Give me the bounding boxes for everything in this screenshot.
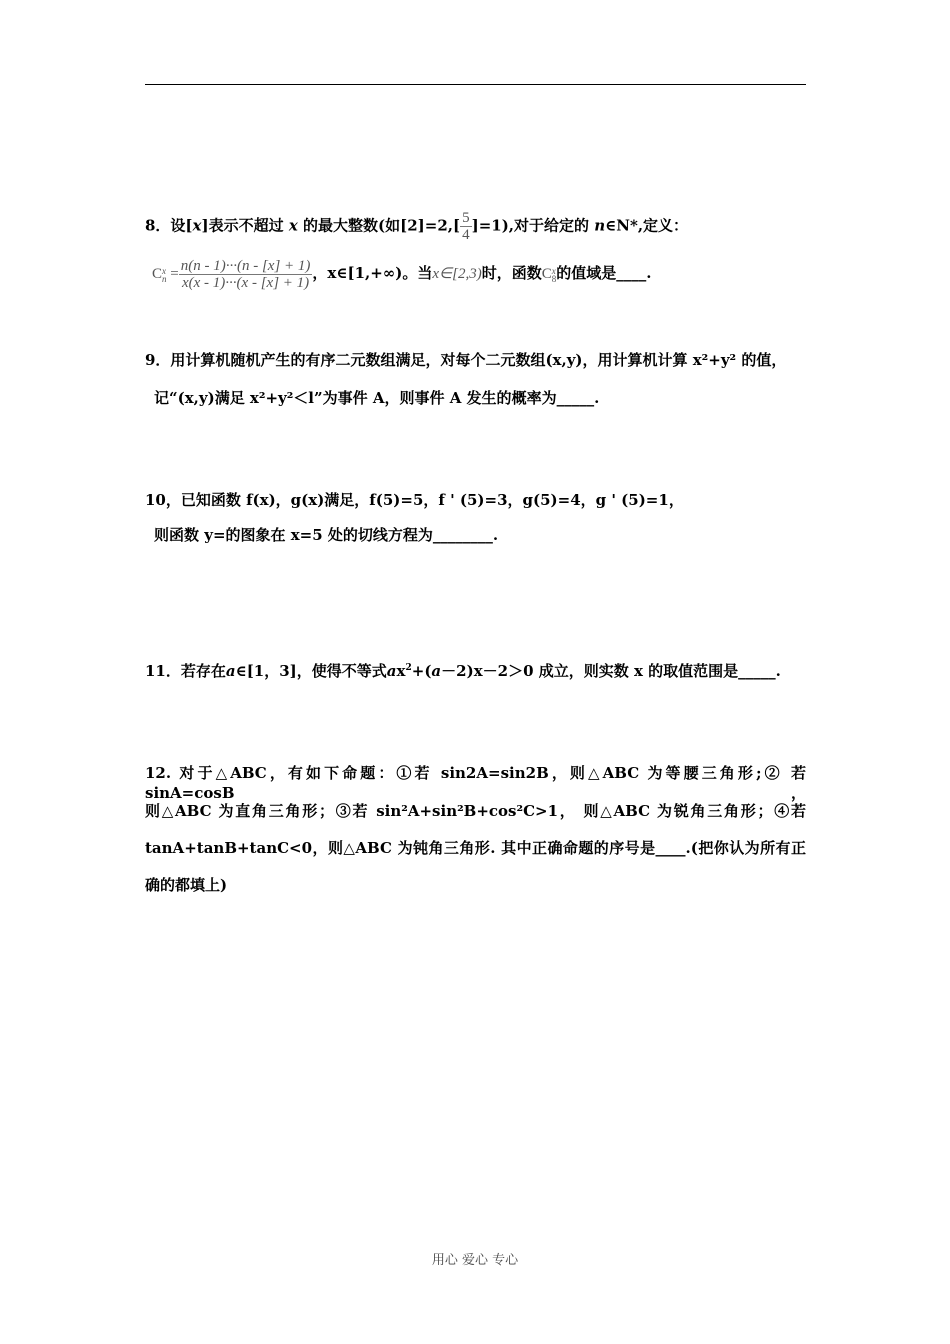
interval-expression: x∈[2,3) xyxy=(432,265,482,282)
question-10-line-2: 则函数 y=的图象在 x=5 处的切线方程为________. xyxy=(154,526,499,544)
question-12-line-2: 则△ABC 为直角三角形；③若 sin²A+sin²B+cos²C>1， 则△ABC 为锐角三角形；④若 xyxy=(145,802,806,820)
fraction-five-fourths: $\frac{5}{4}$ xyxy=(462,210,470,243)
page-footer: 用心 爱心 专心 xyxy=(431,1253,519,1268)
header-rule xyxy=(145,84,806,85)
question-8-line-2: C x n = $\frac{n(n - 1)\cdot\cdot\cdot(n - [x] + 1)}{x(x - 1)\cdot\cdot\cdot(x - [x] + 1)}$ ，x∈[1,+∞)。当x∈[2,3)时，函数C x 8 的值域是____. xyxy=(152,258,652,291)
question-12-line-3: tanA+tanB+tanC<0，则△ABC 为钝角三角形. 其中正确命题的序号是____.(把你认为所有正 xyxy=(145,839,806,857)
combination-formula: C x n = $\frac{n(n - 1)\cdot\cdot\cdot(n - [x] + 1)}{x(x - 1)\cdot\cdot\cdot(x - [x] + 1)}$ xyxy=(152,258,311,291)
question-12-line-1: 12. 对于△ABC，有如下命题：①若 sin2A=sin2B，则△ABC 为等腰三角形;② 若 sinA=cosB， xyxy=(145,764,806,802)
question-11: 11．若存在a∈[1，3]，使得不等式$ax^2+(a-2)x-2>0$ 成立，则实数 x 的取值范围是_____. xyxy=(145,662,781,680)
function-c8: C x 8 xyxy=(541,265,557,284)
question-10-line-1: 10，已知函数 f(x)，g(x)满足，f(5)=5，f ' (5)=3，g(5)=4，g ' (5)=1， xyxy=(145,491,684,509)
question-9-line-2: 记“(x,y)满足 x²+y²＜l”为事件 A，则事件 A 发生的概率为_____. xyxy=(154,389,600,407)
question-8-line-1: 8．设[x]表示不超过 x 的最大整数(如[2]=2,[ $\frac{5}{4}$ ]=1),对于给定的 n∈N*,定义： xyxy=(145,210,689,243)
question-9-line-1: 9．用计算机随机产生的有序二元数组满足，对每个二元数组(x,y)，用计算机计算 x²+y² 的值， xyxy=(145,351,787,369)
question-12-line-4: 确的都填上) xyxy=(145,876,228,894)
